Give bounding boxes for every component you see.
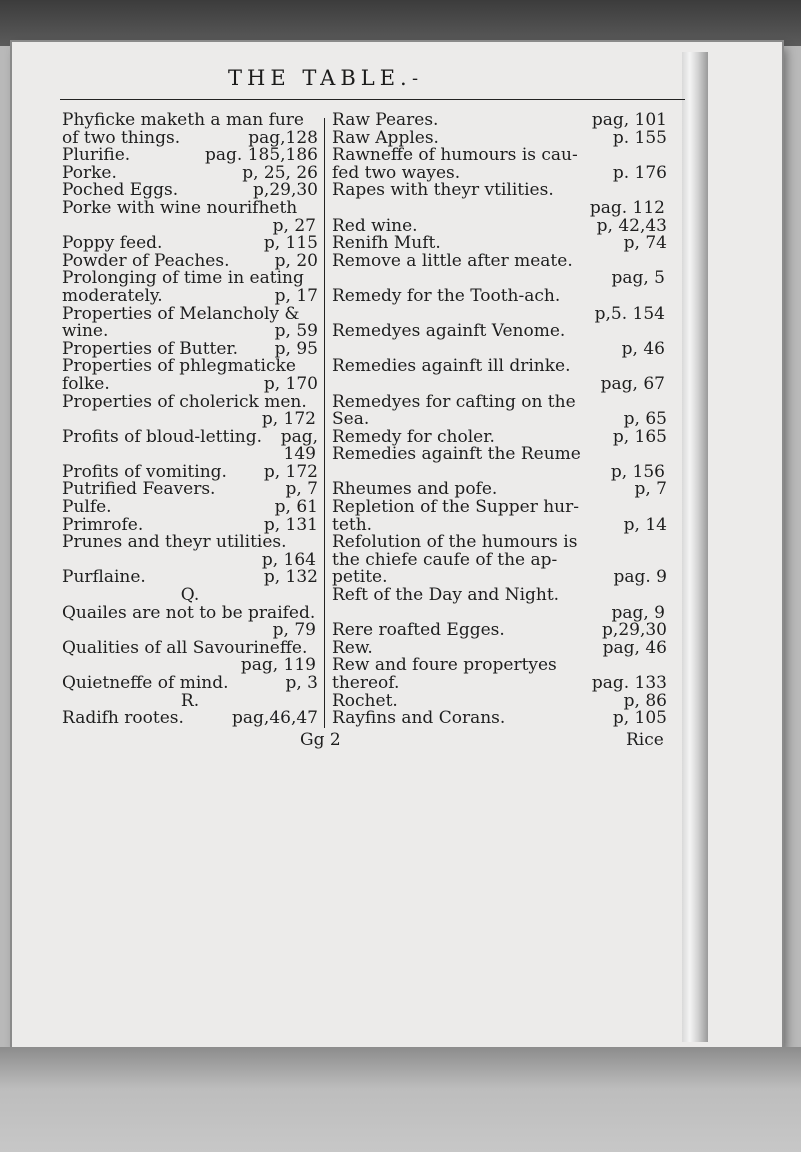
entry-page-ref: pag, 101 (591, 110, 667, 130)
entry-page-ref: pag. 112 (589, 197, 665, 218)
running-title: THE TABLE. (228, 66, 412, 90)
entry-page-ref: p. 176 (612, 162, 667, 183)
entry-term: Prunes and theyr utilities. (62, 532, 287, 553)
entry-page-ref: p, 59 (274, 321, 318, 342)
entry-page-ref: p, 65 (623, 409, 667, 430)
scan-bottom-background (0, 1047, 801, 1152)
index-column-left (62, 112, 318, 728)
index-entry (62, 710, 318, 728)
entry-page-ref: p, 132 (263, 567, 318, 588)
entry-page-ref: p, 20 (274, 250, 318, 271)
section-letter: Q. (180, 585, 200, 606)
entry-page-ref: p, 7 (634, 479, 667, 500)
entry-term: Properties of phlegmaticke (62, 356, 296, 377)
entry-term: teth. (332, 514, 373, 535)
column-divider (324, 118, 325, 728)
entry-term: Qualities of all Savourineffe. (62, 637, 308, 658)
entry-page-ref: pag. 9 (613, 567, 667, 588)
page-fore-edge (682, 52, 708, 1042)
entry-term: Prolonging of time in eating (62, 268, 304, 289)
entry-page-ref: p, 46 (621, 338, 665, 359)
entry-page-ref: p, 95 (274, 338, 318, 359)
entry-page-ref: p, 131 (263, 514, 318, 535)
entry-term: Remedy for choler. (332, 426, 495, 447)
entry-page-ref: p, 42,43 (596, 215, 667, 236)
index-entry (62, 285, 318, 306)
index-entry (62, 112, 318, 130)
index-entry (332, 391, 667, 412)
entry-term: Remedies againft the Reume (332, 444, 581, 465)
entry-term: Remove a little after meate. (332, 250, 573, 271)
entry-term: Remedy for the Tooth-ach. (332, 285, 561, 306)
entry-page-ref: p, 7 (285, 479, 318, 500)
entry-term: of two things. (62, 127, 181, 148)
entry-term: Rawneffe of humours is cau- (332, 145, 578, 166)
entry-term: Repletion of the Supper hur- (332, 497, 579, 518)
entry-page-ref: p, 79 (272, 620, 316, 641)
entry-page-ref: p, 156 (610, 461, 665, 482)
entry-term: Profits of vomiting. (62, 461, 227, 482)
entry-term: Raw Apples. (332, 127, 439, 148)
entry-term: Pulfe. (62, 497, 112, 518)
entry-term: Putrified Feavers. (62, 479, 216, 500)
index-column-right (332, 112, 667, 728)
entry-term: Properties of Butter. (62, 338, 239, 359)
entry-page-ref: pag, 67 (600, 373, 665, 394)
entry-term: Properties of cholerick men. (62, 391, 307, 412)
entry-page-ref: p, 74 (623, 233, 667, 254)
entry-page-ref: p. 155 (612, 127, 667, 148)
entry-page-ref: pag, (280, 426, 318, 447)
entry-page-ref: pag. 133 (591, 673, 667, 693)
entry-term: folke. (62, 373, 110, 394)
entry-page-ref: 149 (283, 444, 316, 465)
entry-page-ref: pag, 9 (611, 602, 665, 623)
entry-page-ref: p, 17 (274, 285, 318, 306)
entry-term: Radifh rootes. (62, 708, 184, 729)
header-rule (60, 99, 685, 100)
entry-term: fed two wayes. (332, 162, 461, 183)
entry-term: Primrofe. (62, 514, 144, 535)
entry-page-ref: p,5. 154 (594, 303, 665, 324)
scan-top-shadow (0, 0, 801, 46)
entry-page-ref: p, 25, 26 (242, 162, 318, 183)
entry-page-ref: p, 172 (261, 409, 316, 430)
entry-term: Rochet. (332, 690, 398, 711)
entry-page-ref: pag,128 (248, 127, 318, 148)
entry-term: Porke with wine nourifheth (62, 197, 298, 218)
entry-page-ref: p, 164 (261, 549, 316, 570)
entry-term: Phyficke maketh a man fure (62, 110, 304, 130)
title-mark: - (412, 68, 419, 89)
entry-page-ref: p, 14 (623, 514, 667, 535)
entry-page-ref: pag. 185,186 (204, 145, 318, 166)
entry-page-ref: p,29,30 (253, 180, 318, 201)
entry-term: Remedies againft ill drinke. (332, 356, 571, 377)
entry-term: petite. (332, 567, 388, 588)
index-entry (332, 285, 667, 306)
entry-term: Rere roafted Egges. (332, 620, 505, 641)
entry-term: Rayfins and Corans. (332, 708, 506, 729)
entry-term: moderately. (62, 285, 163, 306)
entry-term: Plurifie. (62, 145, 131, 166)
entry-term: Quietneffe of mind. (62, 673, 229, 693)
entry-term: Porke. (62, 162, 117, 183)
entry-term: Refolution of the humours is (332, 532, 578, 553)
index-entry (62, 197, 318, 218)
entry-page-ref: p, 86 (623, 690, 667, 711)
entry-term: Rew. (332, 637, 373, 658)
entry-term: Remedyes for cafting on the (332, 391, 576, 412)
entry-page-ref: p, 27 (272, 215, 316, 236)
index-entry (62, 373, 318, 394)
entry-page-ref: p, 3 (285, 673, 318, 693)
index-entry (332, 499, 667, 517)
entry-term: Reft of the Day and Night. (332, 585, 560, 606)
entry-term: Poched Eggs. (62, 180, 179, 201)
entry-term: Properties of Melancholy & (62, 303, 300, 324)
entry-term: Rheumes and pofe. (332, 479, 498, 500)
entry-page-ref: p, 61 (274, 497, 318, 518)
index-entry (62, 675, 318, 693)
entry-term: Raw Peares. (332, 110, 439, 130)
entry-term: the chiefe caufe of the ap- (332, 549, 558, 570)
entry-term: Purflaine. (62, 567, 146, 588)
entry-term: Rew and foure propertyes (332, 655, 557, 676)
entry-page-ref: p, 115 (263, 233, 318, 254)
entry-page-ref: p, 165 (612, 426, 667, 447)
index-entry (332, 587, 667, 605)
entry-page-ref: p, 172 (263, 461, 318, 482)
index-entry (332, 112, 667, 130)
index-entry (62, 426, 318, 447)
entry-term: Profits of bloud-letting. (62, 426, 262, 447)
entry-term: Red wine. (332, 215, 418, 236)
entry-page-ref: p,29,30 (602, 620, 667, 641)
entry-term: Rapes with theyr vtilities. (332, 180, 554, 201)
section-letter: R. (180, 690, 200, 711)
index-entry (332, 710, 667, 728)
entry-page-ref: pag, 119 (240, 655, 316, 676)
catchword: Rice (626, 730, 664, 750)
entry-page-ref: p, 105 (612, 708, 667, 729)
entry-term: Poppy feed. (62, 233, 163, 254)
entry-term: Powder of Peaches. (62, 250, 230, 271)
entry-term: thereof. (332, 673, 400, 693)
index-entry (332, 323, 667, 341)
entry-page-ref: pag, 5 (611, 268, 665, 289)
entry-page-ref: pag,46,47 (232, 708, 318, 729)
entry-term: Remedyes againft Venome. (332, 321, 566, 342)
entry-page-ref: p, 170 (263, 373, 318, 394)
entry-term: Sea. (332, 409, 370, 430)
entry-term: Renifh Muft. (332, 233, 441, 254)
entry-page-ref: pag, 46 (602, 637, 667, 658)
signature-mark: Gg 2 (300, 730, 341, 750)
index-entry (332, 675, 667, 693)
entry-term: wine. (62, 321, 109, 342)
entry-term: Quailes are not to be praifed. (62, 602, 316, 623)
